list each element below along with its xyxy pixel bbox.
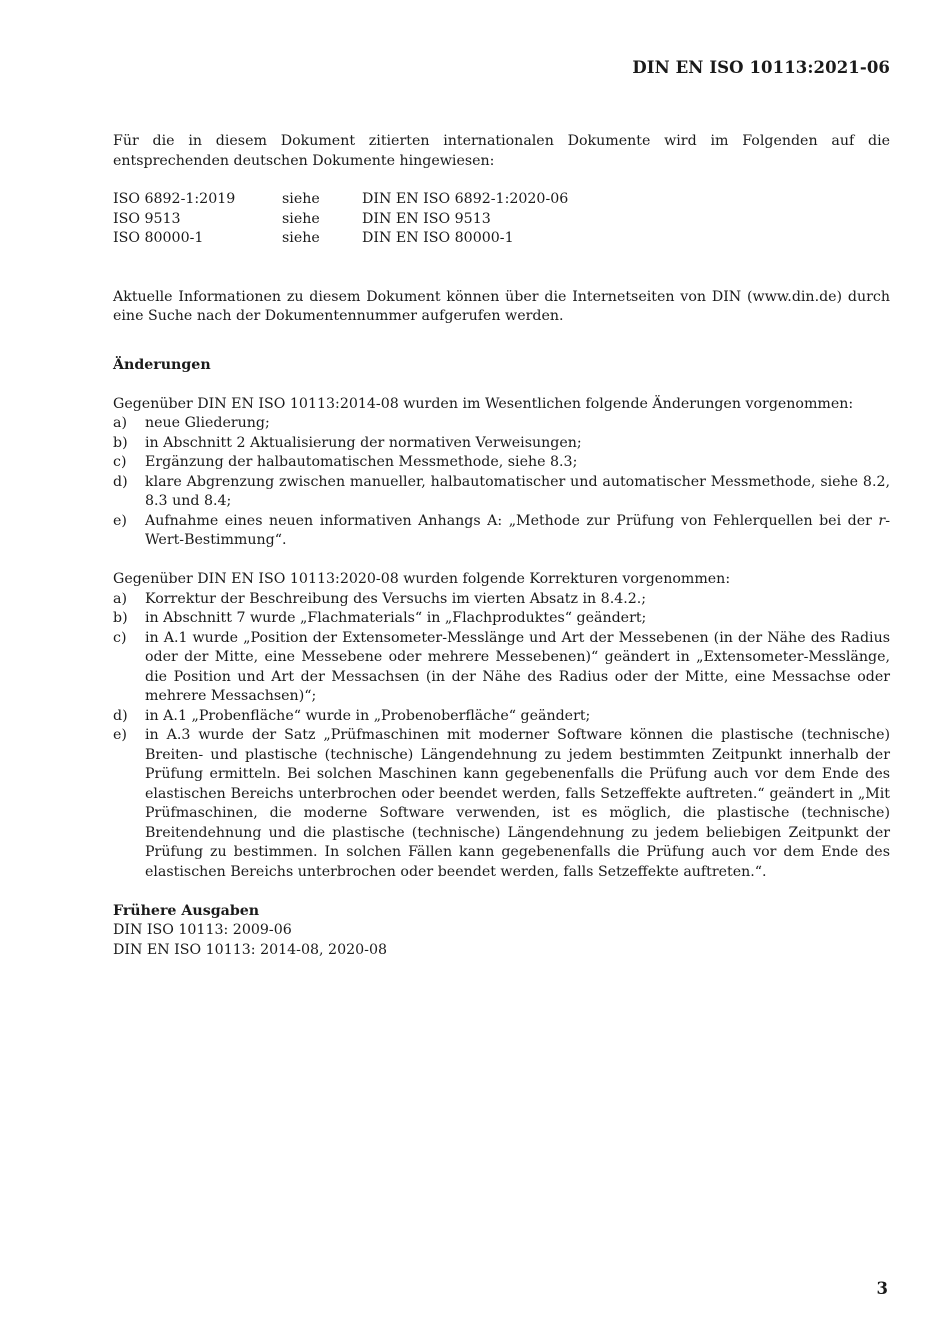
- changes-heading: Änderungen: [113, 356, 211, 373]
- din-reference: DIN EN ISO 9513: [362, 210, 491, 227]
- reference-relation: siehe: [282, 191, 320, 207]
- previous-edition-line: DIN EN ISO 10113: 2014-08, 2020-08: [113, 941, 387, 958]
- changes-list-2: [113, 590, 890, 883]
- list-item: [113, 512, 890, 551]
- page-number: 3: [876, 1279, 888, 1298]
- previous-edition-line: DIN ISO 10113: 2009-06: [113, 922, 292, 938]
- list-text: neue Gliederung;: [145, 415, 270, 431]
- list-text: in Abschnitt 2 Aktualisierung der normativen Verweisungen;: [145, 434, 582, 451]
- list-text: in A.3 wurde der Satz „Prüfmaschinen mit moderner Software können die plastische (technische) Breiten- und plastische (technische) Längendehnung zu jedem bestimmten Zeitpunkt innerhalb der Prüfung ermitteln. Bei solchen Maschinen kann gegebenenfalls die Prüfung auch vor dem Ende des elastischen Bereichs unterbrochen oder beendet werden, falls Setzeffekte auftreten.“ geändert in „Mit Prüfmaschinen, die moderne Software verwenden, ist es möglich, die plastische (technische) Breitendehnung und die plastische (technische) Längendehnung zu jedem beliebigen Zeitpunkt der Prüfung zu bestimmen. In solchen Fällen kann gegebenenfalls die Prüfung auch vor dem Ende des elastischen Bereichs unterbrochen oder beendet werden, falls Setzeffekte auftreten.“.: [145, 727, 890, 880]
- list-marker: d): [113, 707, 128, 724]
- document-id-header: DIN EN ISO 10113:2021-06: [632, 58, 890, 77]
- iso-reference: ISO 80000-1: [113, 230, 204, 246]
- list-marker: d): [113, 473, 128, 490]
- r-value-symbol: r: [878, 512, 886, 529]
- reference-row: [113, 210, 568, 230]
- intro-paragraph: Für die in diesem Dokument zitierten internationalen Dokumente wird im Folgenden auf die entsprechenden deutschen Dokumente hingewiesen:: [113, 133, 890, 169]
- changes-intro-2: Gegenüber DIN EN ISO 10113:2020-08 wurden folgende Korrekturen vorgenommen:: [113, 571, 731, 587]
- list-text: in A.1 „Probenfläche“ wurde in „Probenoberfläche“ geändert;: [145, 707, 591, 724]
- reference-table: [113, 190, 568, 249]
- previous-editions-heading: Frühere Ausgaben: [113, 902, 260, 919]
- list-marker: e): [113, 512, 127, 529]
- reference-relation: siehe: [282, 230, 320, 246]
- din-reference: DIN EN ISO 6892-1:2020-06: [362, 191, 569, 207]
- list-item: [113, 590, 890, 610]
- list-text: Korrektur der Beschreibung des Versuchs im vierten Absatz in 8.4.2.;: [145, 590, 647, 607]
- list-item: [113, 453, 890, 473]
- list-text-part: Aufnahme eines neuen informativen Anhangs A: „Methode zur Prüfung von Fehlerquellen bei der: [145, 512, 879, 529]
- document-body: [113, 132, 890, 960]
- list-text: Ergänzung der halbautomatischen Messmethode, siehe 8.3;: [145, 454, 578, 470]
- din-reference: DIN EN ISO 80000-1: [362, 230, 514, 246]
- list-item: [113, 434, 890, 454]
- list-text: klare Abgrenzung zwischen manueller, halbautomatischer und automatischer Messmethode, siehe 8.2, 8.3 und 8.4;: [145, 473, 890, 509]
- reference-row: [113, 190, 568, 210]
- iso-reference: ISO 9513: [113, 210, 181, 227]
- list-item: [113, 414, 890, 434]
- info-paragraph: Aktuelle Informationen zu diesem Dokument können über die Internetseiten von DIN (www.din.de) durch eine Suche nach der Dokumentennummer aufgerufen werden.: [113, 288, 890, 324]
- list-marker: a): [113, 415, 127, 431]
- list-marker: c): [113, 629, 127, 646]
- list-marker: c): [113, 454, 127, 470]
- list-item: [113, 609, 890, 629]
- changes-list-1: [113, 414, 890, 551]
- list-text: [145, 512, 890, 551]
- list-text: in Abschnitt 7 wurde „Flachmaterials“ in „Flachproduktes“ geändert;: [145, 610, 647, 626]
- iso-reference: ISO 6892-1:2019: [113, 191, 236, 207]
- list-marker: b): [113, 610, 128, 626]
- changes-intro-1: Gegenüber DIN EN ISO 10113:2014-08 wurden im Wesentlichen folgende Änderungen vorgenommen:: [113, 395, 854, 412]
- reference-row: [113, 229, 568, 249]
- list-marker: a): [113, 590, 127, 607]
- list-item: [113, 629, 890, 707]
- list-item: [113, 707, 890, 727]
- list-item: [113, 473, 890, 512]
- reference-relation: siehe: [282, 210, 320, 227]
- list-text-part: -Wert-Bestimmung“.: [145, 512, 890, 548]
- list-marker: e): [113, 727, 127, 743]
- list-text: in A.1 wurde „Position der Extensometer-Messlänge und Art der Messebenen (in der Nähe des Radius oder der Mitte, eine Messebene oder mehrere Messebenen)“ geändert in „Extensometer-Messlänge, die Position und Art der Messachsen (in der Nähe des Radius oder der Mitte, eine Messachse oder mehrere Messachsen)“;: [145, 629, 890, 704]
- list-marker: b): [113, 434, 128, 451]
- list-item: [113, 726, 890, 882]
